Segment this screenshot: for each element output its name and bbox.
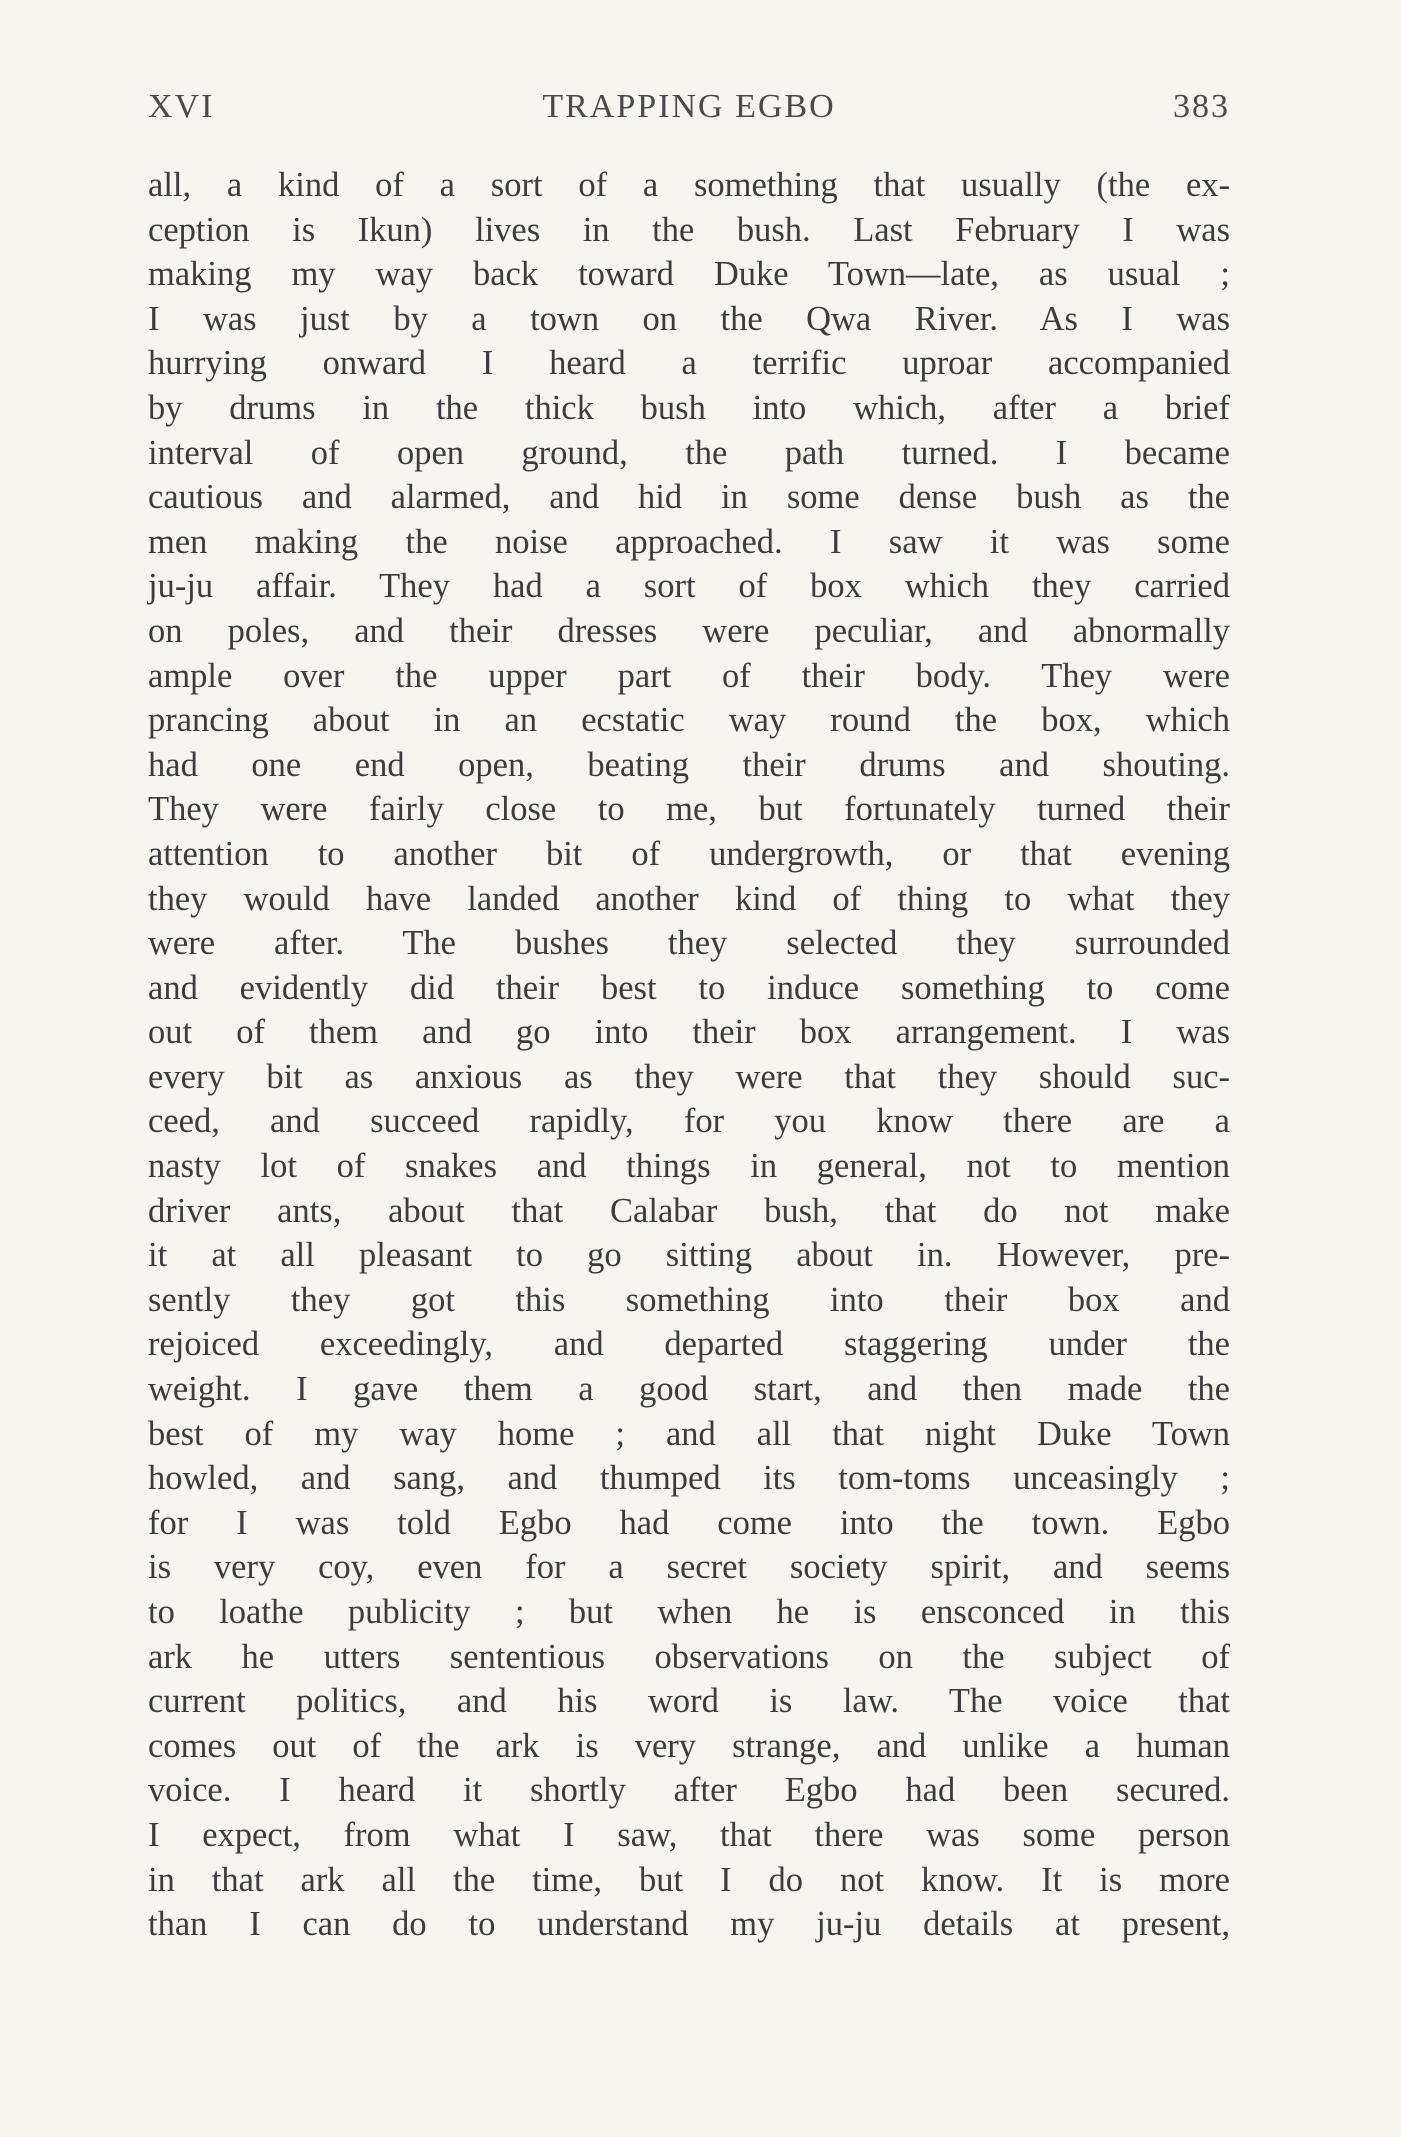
text-line: ample over the upper part of their body. They were bbox=[148, 656, 1230, 695]
text-line: for I was told Egbo had come into the town. Egbo bbox=[148, 1503, 1230, 1542]
text-line: weight. I gave them a good start, and then made the bbox=[148, 1370, 1230, 1409]
text-line: and evidently did their best to induce something to come bbox=[148, 968, 1230, 1007]
text-line: howled, and sang, and thumped its tom-toms unceasingly ; bbox=[148, 1459, 1230, 1498]
text-line: on poles, and their dresses were peculiar, and abnormally bbox=[148, 611, 1230, 650]
text-line: they would have landed another kind of thing to what they bbox=[148, 879, 1230, 918]
running-title: TRAPPING EGBO bbox=[542, 88, 836, 125]
text-line: driver ants, about that Calabar bush, that do not make bbox=[148, 1191, 1230, 1230]
text-line: all, a kind of a sort of a something that usually (the ex- bbox=[148, 166, 1230, 204]
text-line: to loathe publicity ; but when he is ensconced in this bbox=[148, 1593, 1230, 1631]
text-line: ju-ju affair. They had a sort of box which they carried bbox=[148, 567, 1230, 606]
page-number: 383 bbox=[1173, 88, 1230, 125]
text-line: They were fairly close to me, but fortunately turned their bbox=[148, 790, 1230, 829]
text-line: current politics, and his word is law. The voice that bbox=[148, 1682, 1230, 1721]
body-text bbox=[148, 163, 1230, 1947]
text-line: prancing about in an ecstatic way round the box, which bbox=[148, 701, 1230, 740]
text-line: sently they got this something into their box and bbox=[148, 1280, 1230, 1319]
text-line: rejoiced exceedingly, and departed staggering under the bbox=[148, 1325, 1230, 1364]
text-line: were after. The bushes they selected they surrounded bbox=[148, 924, 1230, 963]
text-line: comes out of the ark is very strange, and unlike a human bbox=[148, 1726, 1230, 1765]
text-line: I expect, from what I saw, that there was some person bbox=[148, 1815, 1230, 1854]
text-line: best of my way home ; and all that night Duke Town bbox=[148, 1414, 1230, 1453]
chapter-number: XVI bbox=[148, 88, 215, 125]
text-line: it at all pleasant to go sitting about in. However, pre- bbox=[148, 1236, 1230, 1275]
text-line: hurrying onward I heard a terrific uproar accompanied bbox=[148, 344, 1230, 383]
text-line: making my way back toward Duke Town—late, as usual ; bbox=[148, 255, 1230, 294]
text-line: nasty lot of snakes and things in general, not to mention bbox=[148, 1147, 1230, 1186]
text-line: I was just by a town on the Qwa River. As I was bbox=[148, 299, 1230, 338]
text-line: is very coy, even for a secret society spirit, and seems bbox=[148, 1548, 1230, 1587]
running-header bbox=[148, 88, 1230, 132]
text-line: interval of open ground, the path turned. I became bbox=[148, 433, 1230, 472]
text-line: ceed, and succeed rapidly, for you know there are a bbox=[148, 1102, 1230, 1141]
text-line: men making the noise approached. I saw it was some bbox=[148, 522, 1230, 561]
text-line: ception is Ikun) lives in the bush. Last February I was bbox=[148, 210, 1230, 249]
text-line: had one end open, beating their drums and shouting. bbox=[148, 745, 1230, 784]
text-line: cautious and alarmed, and hid in some dense bush as the bbox=[148, 478, 1230, 517]
text-line: than I can do to understand my ju-ju details at present, bbox=[148, 1905, 1230, 1944]
text-line: ark he utters sententious observations on the subject of bbox=[148, 1637, 1230, 1676]
text-line: attention to another bit of undergrowth, or that evening bbox=[148, 834, 1230, 873]
text-line: out of them and go into their box arrangement. I was bbox=[148, 1013, 1230, 1052]
text-line: voice. I heard it shortly after Egbo had been secured. bbox=[148, 1771, 1230, 1810]
text-line: by drums in the thick bush into which, after a brief bbox=[148, 388, 1230, 427]
text-line: every bit as anxious as they were that they should suc- bbox=[148, 1057, 1230, 1096]
text-line: in that ark all the time, but I do not know. It is more bbox=[148, 1860, 1230, 1899]
